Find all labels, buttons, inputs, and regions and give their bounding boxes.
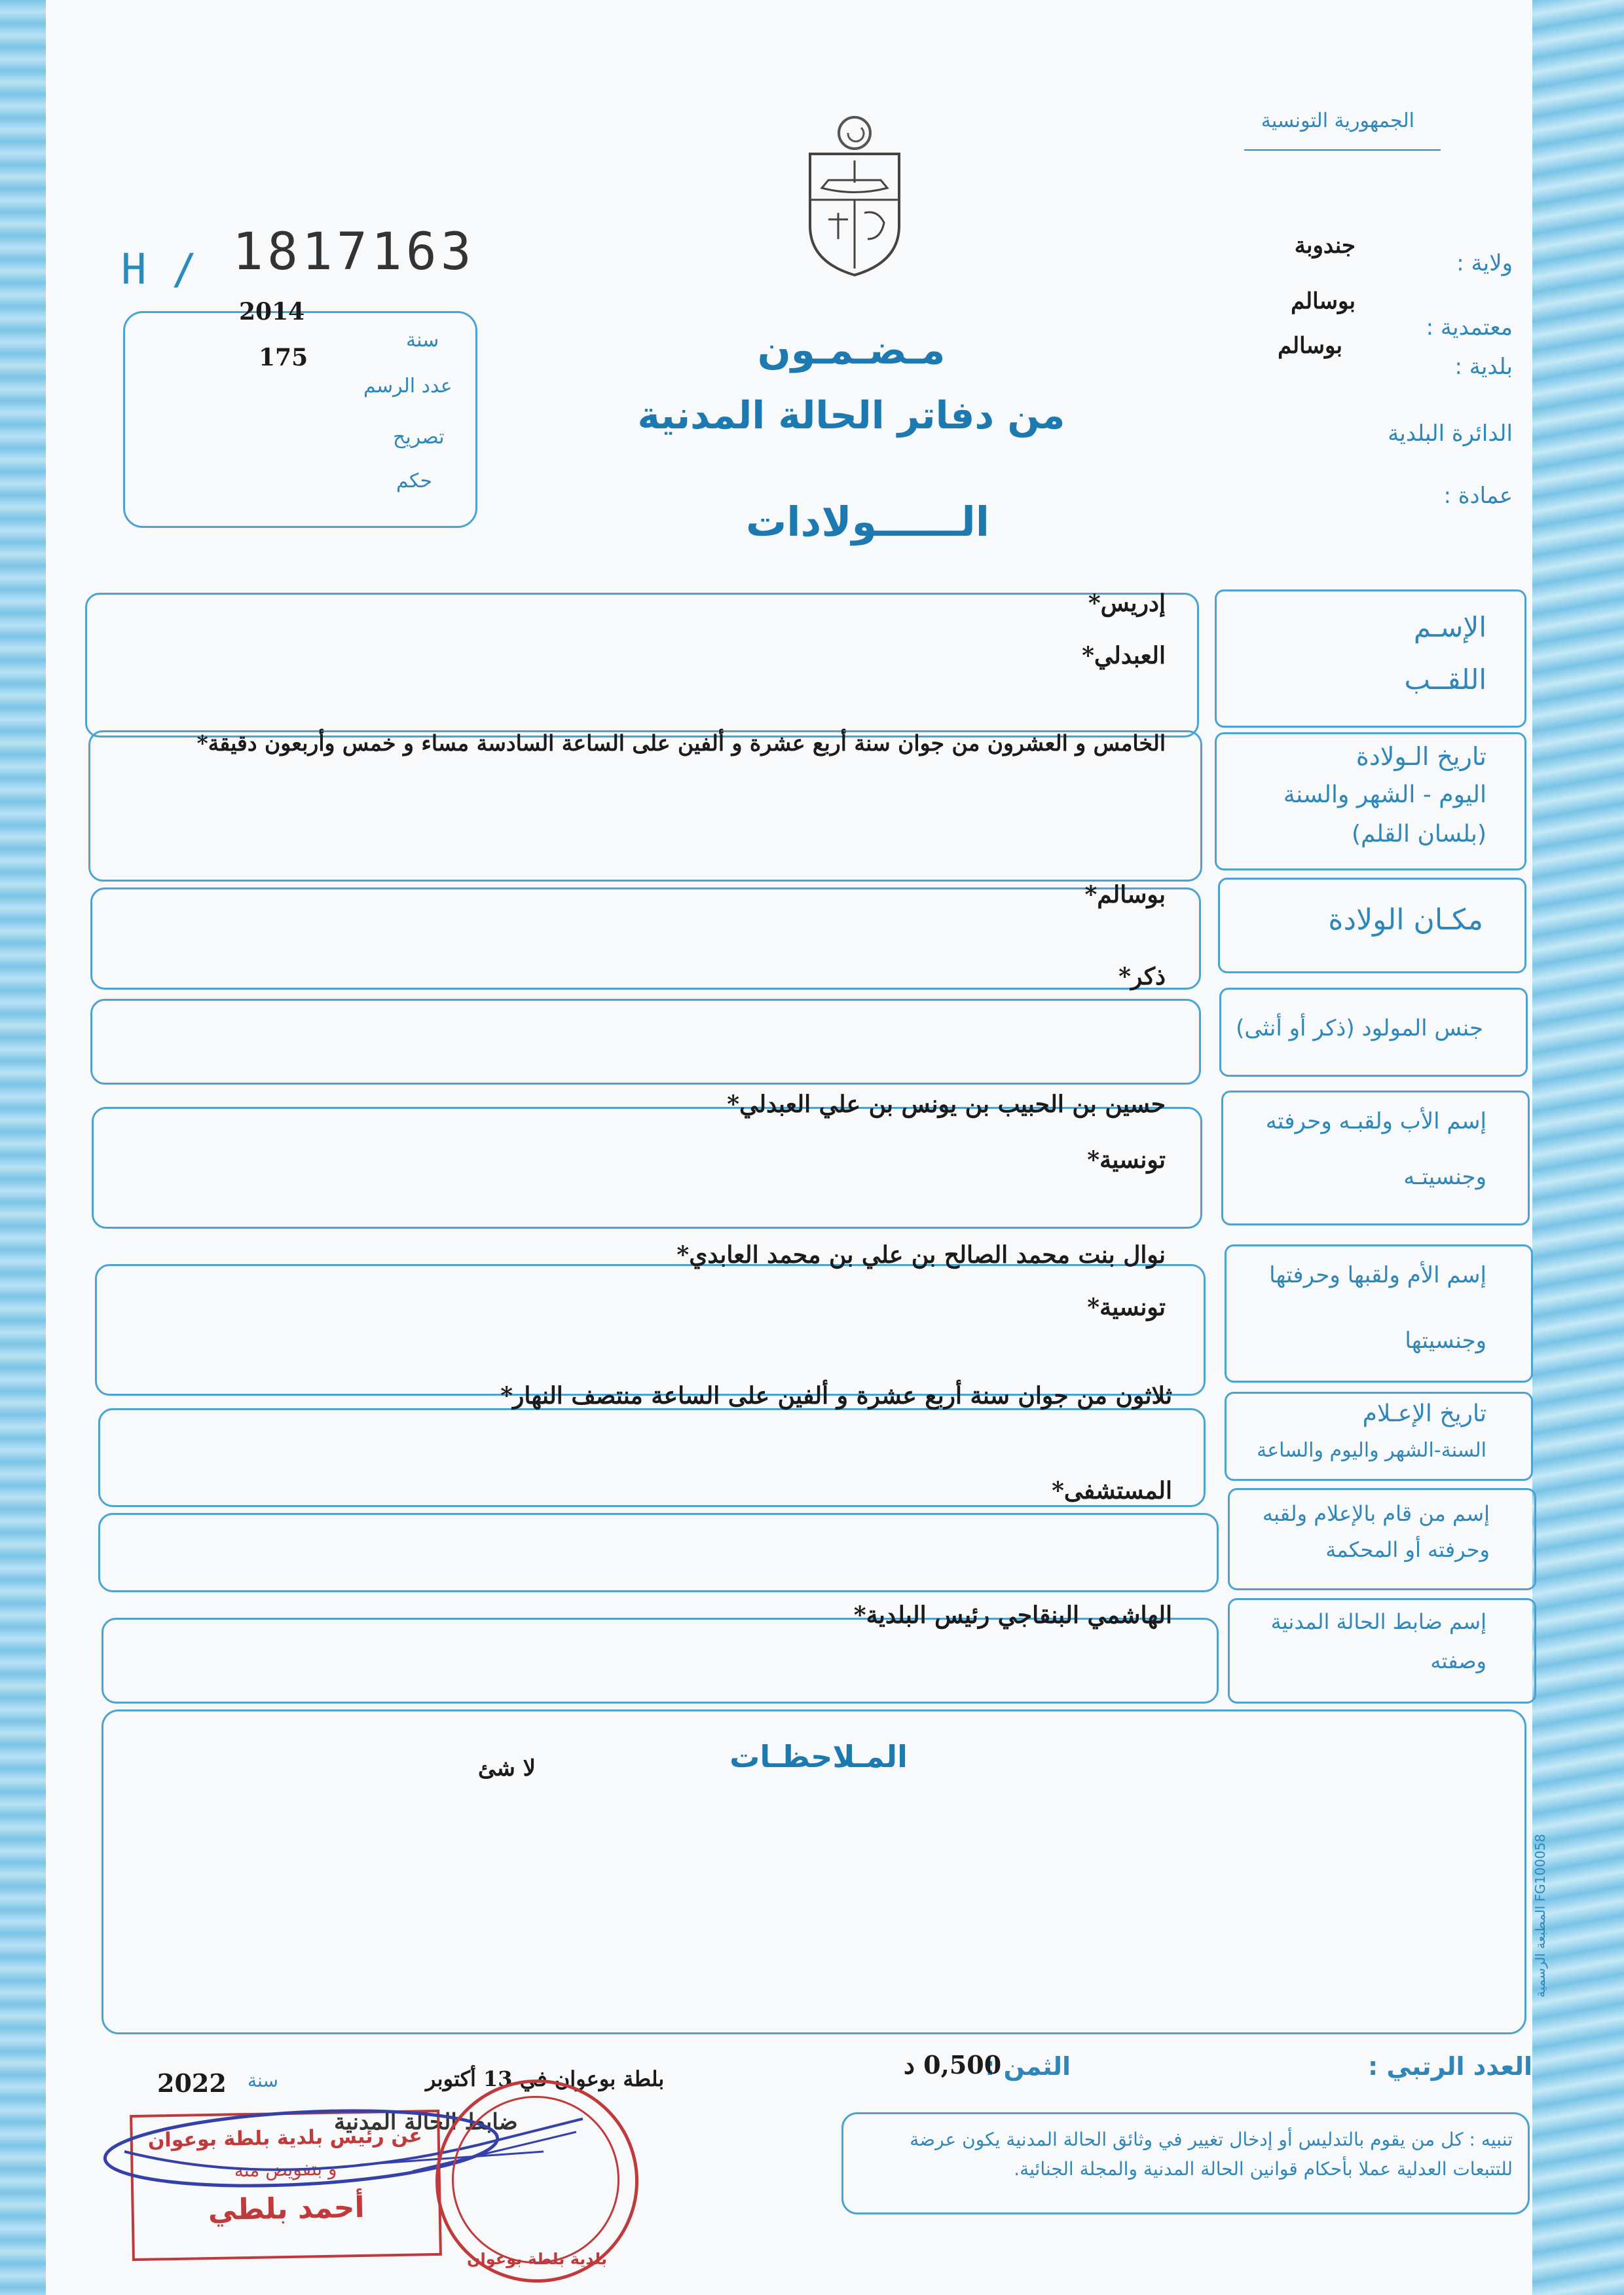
footer-officer-label: ضابط الحالة المدنية	[334, 2109, 518, 2135]
reg-number-label: عدد الرسم	[363, 375, 452, 398]
birthplace-value: بوسالم*	[1084, 881, 1166, 908]
declaration-value: ثلاثون من جوان سنة أربع عشرة و ألفين على الساعة منتصف النهار*	[500, 1382, 1172, 1409]
father-value: حسين بن الحبيب بن يونس بن علي العبدلي*	[727, 1091, 1166, 1118]
birthplace-value-box	[90, 887, 1201, 990]
sex-label: جنس المولود (ذكر أو أنثى)	[1236, 1015, 1483, 1041]
declarant-label-1: إسم من قام بالإعلام ولقبه	[1262, 1501, 1490, 1526]
father-value-box	[92, 1107, 1202, 1229]
district-label: الدائرة البلدية	[1388, 420, 1513, 447]
mother-label-1: إسم الأم ولقبها وحرفتها	[1269, 1262, 1486, 1288]
name-label: الإسـم	[1413, 611, 1486, 643]
father-label-1: إسم الأب ولقبـه وحرفته	[1265, 1108, 1486, 1134]
footer-year-label: سنة	[248, 2070, 278, 2091]
printer-mark: المطبعة الرسمية FG100058	[1532, 1834, 1548, 1998]
remarks-label: المـلاحظـات	[729, 1739, 908, 1774]
imada-label: عمادة :	[1443, 483, 1513, 509]
footer-price-value: 0,500 د	[904, 2050, 1002, 2080]
round-stamp-text: بلدية بلطة بوعوان	[467, 2250, 607, 2268]
mother-nationality: تونسية*	[1087, 1294, 1166, 1321]
title-births: الــــــولادات	[745, 498, 990, 546]
footer-serial-label: العدد الرتبي :	[1367, 2052, 1532, 2081]
reg-judgment-label: حكم	[396, 470, 433, 493]
name-value-box	[85, 593, 1199, 737]
father-label-2: وجنسيتـه	[1403, 1164, 1486, 1190]
security-border-left	[0, 0, 46, 2295]
stamp-line-1: عن رئيس بلدية بلطة بوعوان	[147, 2124, 422, 2152]
remarks-value: لا شئ	[478, 1755, 536, 1782]
coat-of-arms-icon	[802, 115, 907, 278]
footer-price-label: الثمن :	[985, 2052, 1071, 2081]
father-nationality: تونسية*	[1087, 1146, 1166, 1174]
title-registers: من دفاتر الحالة المدنية	[637, 393, 1065, 438]
reg-year-value: 2014	[239, 298, 305, 326]
republic-underline	[1244, 149, 1441, 151]
governorate-value: جندوبة	[1294, 233, 1356, 259]
delegation-value: بوسالم	[1291, 288, 1356, 314]
birthdate-label-2: اليوم - الشهر والسنة	[1283, 781, 1486, 808]
delegation-label: معتمدية :	[1426, 314, 1513, 341]
governorate-label: ولاية :	[1456, 250, 1513, 276]
footer-place-date: بلطة بوعوان في 13 أكتوبر	[426, 2066, 665, 2091]
warning-text: تنبيه : كل من يقوم بالتدليس أو إدخال تغيير في وثائق الحالة المدنية يكون عرضة للتتبعات العدلية عملا بأحكام قوانين الحالة المدنية والمجلة الجنائية.	[910, 2129, 1513, 2180]
mother-value: نوال بنت محمد الصالح بن علي بن محمد العابدي*	[676, 1241, 1166, 1269]
sex-value: ذكر*	[1118, 963, 1166, 990]
stamp-name: أحمد بلطي	[208, 2190, 365, 2228]
reg-declaration-label: تصريح	[393, 426, 445, 449]
serial-number: 1817163	[232, 223, 475, 282]
officer-label-2: وصفته	[1430, 1649, 1486, 1673]
surname-value: العبدلي*	[1082, 642, 1166, 669]
mother-value-box	[95, 1264, 1206, 1396]
officer-value: الهاشمي البنقاجي رئيس البلدية*	[853, 1601, 1172, 1629]
birthdate-label-1: تاريخ الـولادة	[1356, 742, 1486, 771]
reg-number-value: 175	[259, 344, 308, 371]
declaration-label-1: تاريخ الإعـلام	[1362, 1400, 1486, 1427]
title-extract: مـضـمـون	[757, 327, 946, 373]
surname-label: اللقــب	[1404, 663, 1486, 696]
name-value: إدريس*	[1088, 589, 1166, 617]
serial-prefix: H /	[121, 246, 197, 294]
sex-value-box	[90, 999, 1201, 1085]
footer-year-value: 2022	[157, 2068, 227, 2098]
declaration-value-box	[98, 1408, 1206, 1507]
birthdate-value: الخامس و العشرون من جوان سنة أربع عشرة و ألفين على الساعة السادسة مساء و خمس وأربعون دقيقة*	[196, 730, 1166, 756]
birthplace-label: مكـان الولادة	[1328, 903, 1483, 937]
declaration-label-2: السنة-الشهر واليوم والساعة	[1257, 1439, 1486, 1462]
officer-label-1: إسم ضابط الحالة المدنية	[1270, 1609, 1486, 1634]
declarant-value-box	[98, 1513, 1219, 1592]
reg-year-label: سنة	[406, 329, 439, 352]
declarant-value: المستشفى*	[1052, 1477, 1172, 1504]
republic-label: الجمهورية التونسية	[1261, 109, 1414, 132]
stamp-line-2: و بتفويض منه	[234, 2157, 337, 2182]
officer-value-box	[101, 1618, 1219, 1704]
municipality-value: بوسالم	[1278, 333, 1342, 359]
birthdate-label-3: (بلسان القلم)	[1351, 821, 1486, 848]
round-stamp	[435, 2080, 638, 2283]
municipality-label: بلدية :	[1454, 354, 1513, 380]
mother-label-2: وجنسيتها	[1405, 1328, 1486, 1354]
declarant-label-2: وحرفته أو المحكمة	[1325, 1537, 1490, 1562]
